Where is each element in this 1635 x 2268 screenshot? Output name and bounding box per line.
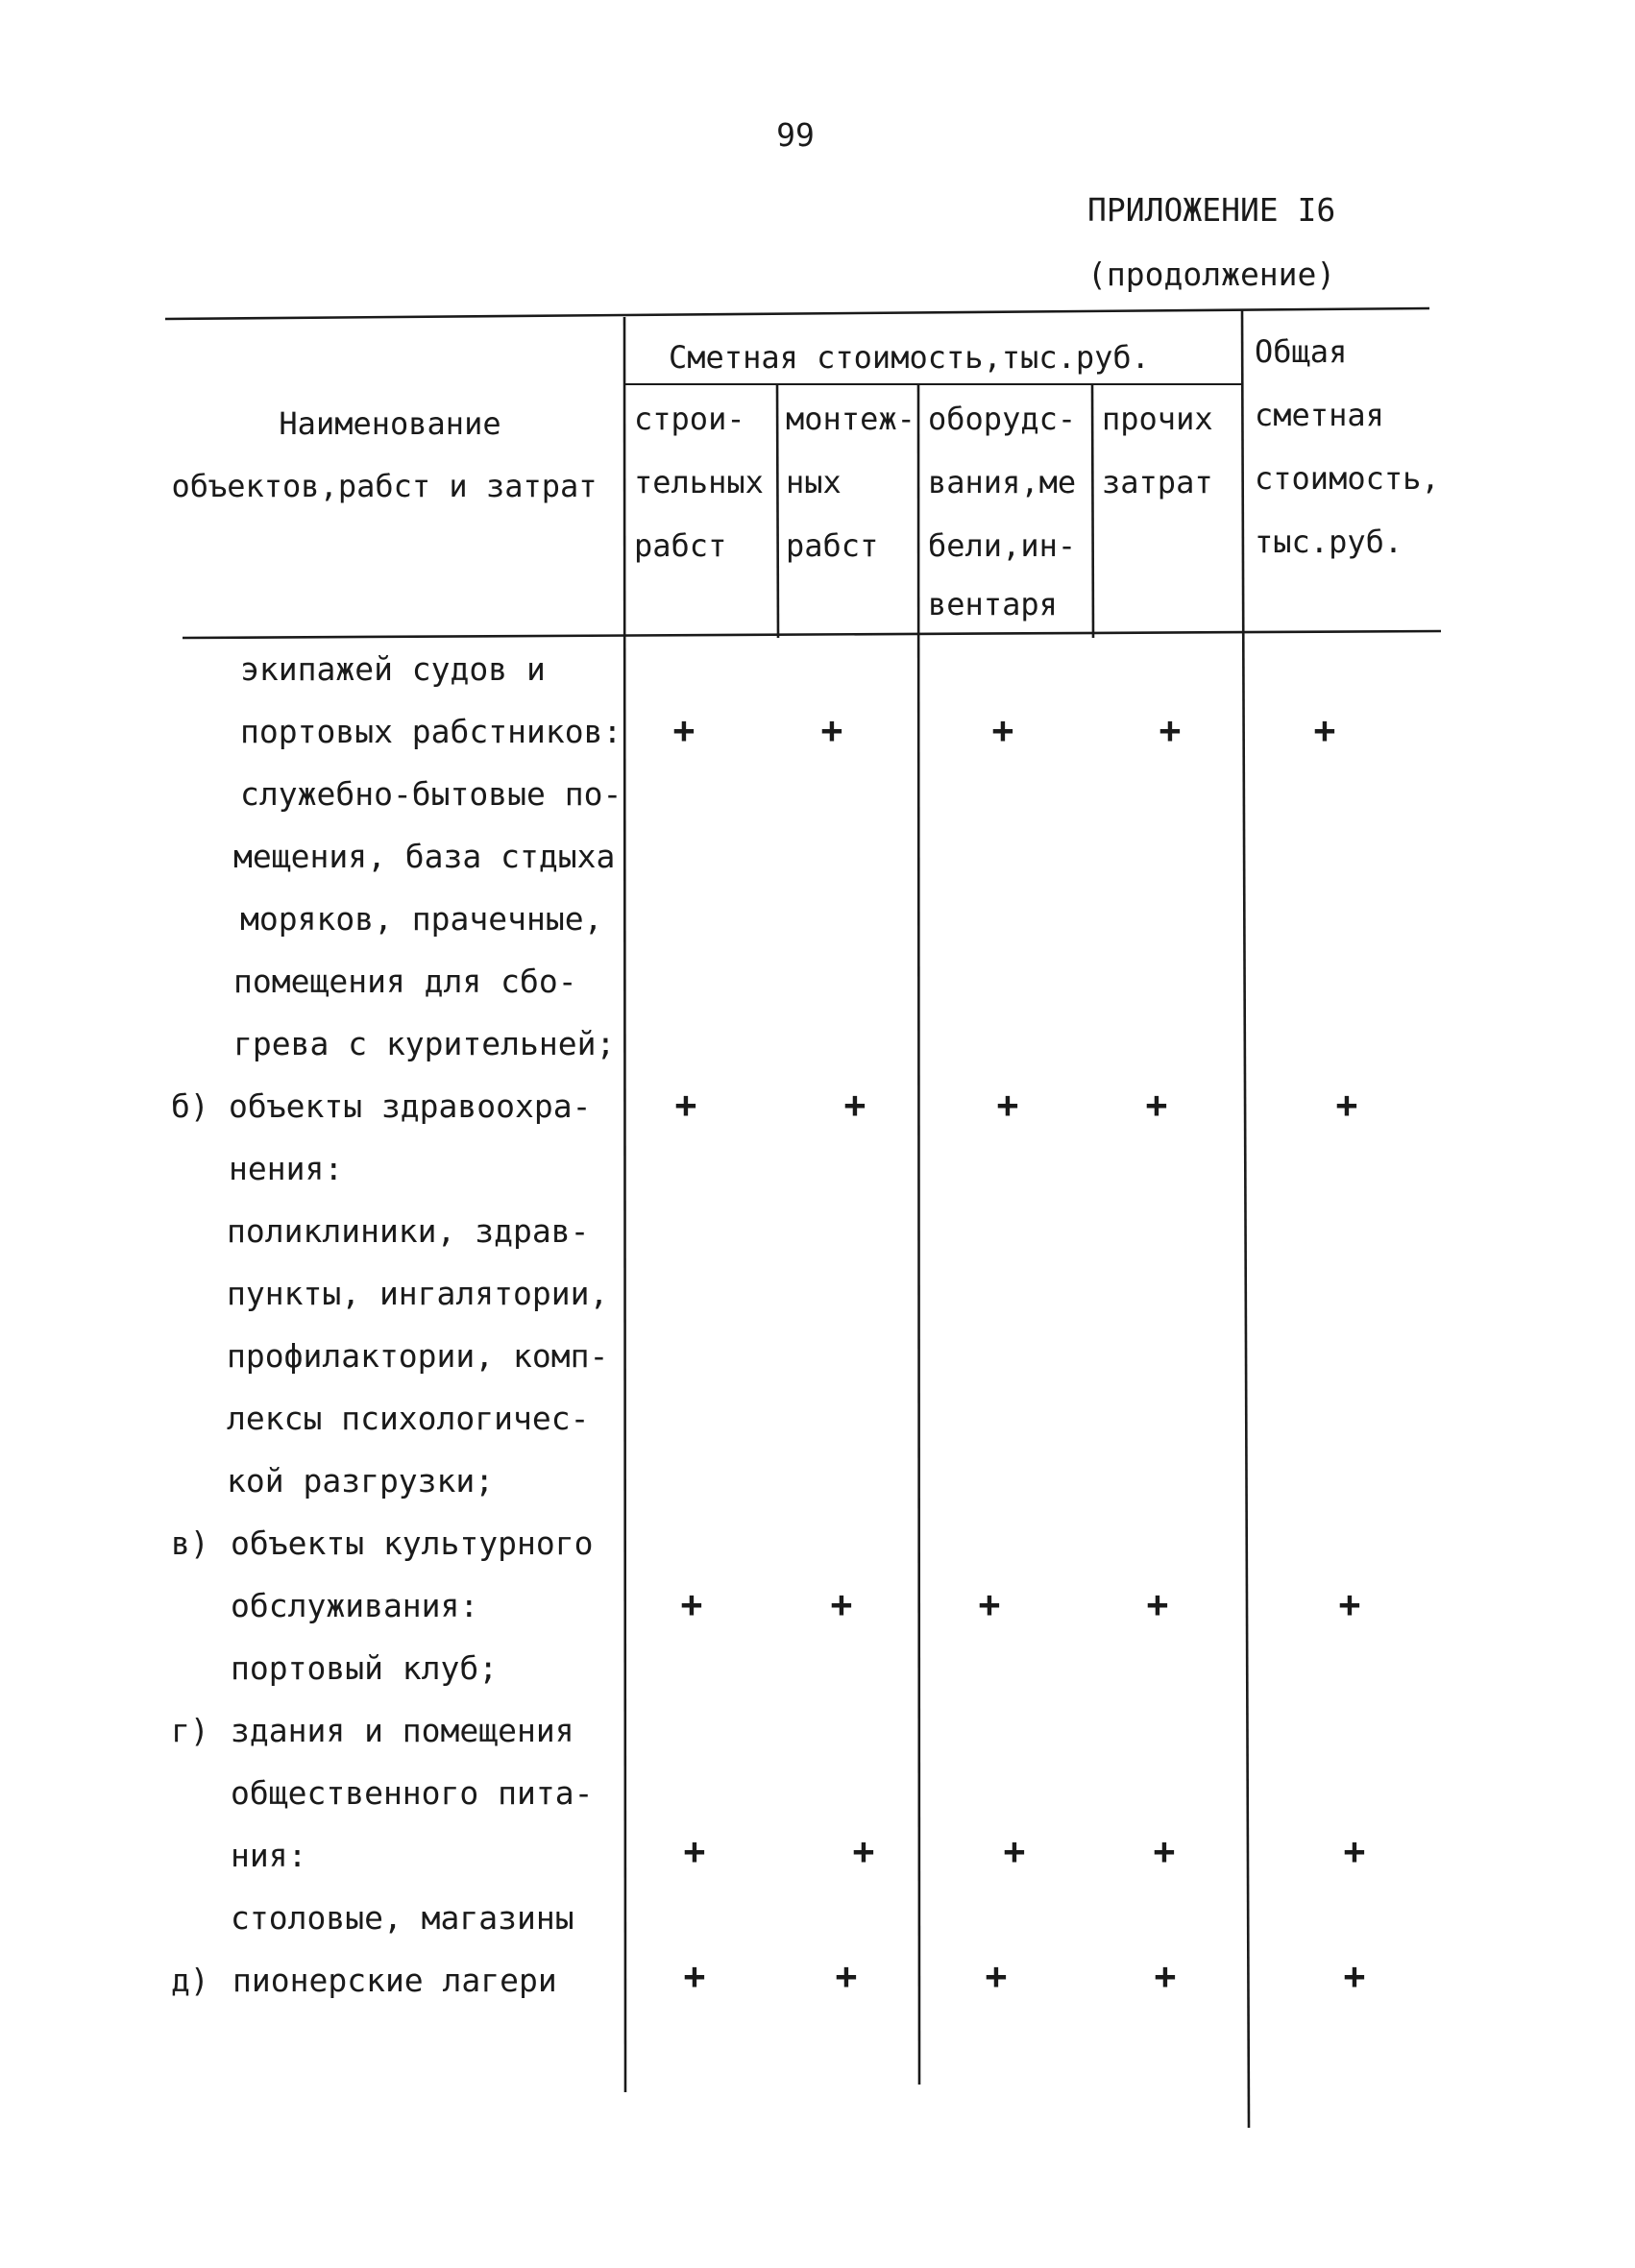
table-row: [171, 1084, 1357, 1500]
cell-mark: +: [996, 1084, 1019, 1126]
row-text-line: поликлиники, здрав-: [227, 1212, 590, 1250]
header-col-total: [1255, 333, 1440, 560]
cell-mark: +: [991, 709, 1014, 751]
header-col-line: прочих: [1102, 401, 1213, 437]
cell-mark: +: [835, 1955, 858, 1997]
row-marker: г): [171, 1712, 209, 1749]
cell-mark: +: [680, 1583, 703, 1625]
cell-mark: +: [1146, 1583, 1169, 1625]
header-col-construction: [634, 401, 764, 564]
cell-mark: +: [1343, 1955, 1366, 1997]
row-text-line: портовый клуб;: [231, 1649, 499, 1687]
header-col-equipment: [928, 401, 1076, 622]
row-text-line: грева с курительней;: [233, 1025, 616, 1062]
cell-mark: +: [1343, 1830, 1366, 1872]
header-bottom-rule: [183, 631, 1441, 638]
row-marker: б): [171, 1087, 209, 1125]
table-row: [233, 650, 1335, 1062]
column-divider-2: [777, 384, 778, 638]
header-col-line: монтеж-: [786, 401, 915, 437]
row-text-line: пионерские лагери: [232, 1962, 557, 1999]
table-row: [171, 1955, 1365, 1999]
cell-mark: +: [843, 1084, 866, 1126]
header-col-line: Общая: [1255, 333, 1348, 370]
cell-mark: +: [1313, 709, 1336, 751]
row-text-line: объекты культурного: [231, 1524, 594, 1562]
table-row: [171, 1712, 1365, 1937]
appendix-title: ПРИЛОЖЕНИЕ I6: [1087, 191, 1336, 229]
column-divider-4: [1092, 384, 1093, 638]
column-divider-5: [1242, 309, 1249, 2128]
header-name-column: [171, 405, 597, 504]
row-text-line: профилактории, комп-: [227, 1337, 609, 1375]
row-text-line: нения:: [229, 1150, 344, 1187]
cell-mark: +: [1003, 1830, 1026, 1872]
header-col-line: тельных: [634, 464, 764, 500]
appendix-continuation: (продолжение): [1087, 256, 1336, 293]
cell-mark: +: [672, 709, 695, 751]
row-text-line: обслуживания:: [231, 1587, 479, 1624]
header-col-line: вания,ме: [928, 464, 1077, 500]
header-col-line: сметная: [1255, 397, 1384, 433]
row-marker: д): [171, 1962, 209, 1999]
header-col-line: ных: [786, 464, 842, 500]
header-name-line: Наименование: [279, 405, 501, 442]
cell-mark: +: [1335, 1084, 1358, 1126]
cell-mark: +: [674, 1084, 697, 1126]
column-divider-3: [918, 384, 919, 2085]
cell-mark: +: [985, 1955, 1008, 1997]
page-number: 99: [776, 116, 815, 154]
row-text-line: объекты здравоохра-: [229, 1087, 592, 1125]
table-top-rule: [165, 308, 1429, 319]
header-col-line: тыс.руб.: [1255, 524, 1403, 560]
header-col-line: рабст: [786, 527, 879, 564]
header-col-line: бели,ин-: [928, 527, 1077, 564]
table-row: [171, 1524, 1360, 1687]
row-text-line: служебно-бытовые по-: [240, 775, 622, 813]
cell-mark: +: [1145, 1084, 1168, 1126]
row-text-line: помещения для сбо-: [233, 963, 577, 1000]
header-col-line: строи-: [634, 401, 745, 437]
cell-mark: +: [830, 1583, 853, 1625]
row-text-line: мещения, база стдыха: [233, 838, 616, 875]
row-text-line: лексы психологичес-: [227, 1400, 590, 1437]
row-text-line: кой разгрузки;: [227, 1462, 495, 1500]
row-marker: в): [171, 1524, 209, 1562]
header-col-other: [1102, 401, 1213, 500]
row-text-line: ния:: [231, 1837, 307, 1874]
cell-mark: +: [1154, 1955, 1177, 1997]
header-col-installation: [786, 401, 915, 564]
row-text-line: общественного пита-: [231, 1774, 594, 1812]
cell-mark: +: [978, 1583, 1001, 1625]
row-text-line: экипажей судов и: [240, 650, 546, 688]
header-name-line: объектов,рабст и затрат: [171, 468, 598, 504]
row-text-line: столовые, магазины: [231, 1899, 574, 1937]
row-text-line: моряков, прачечные,: [240, 900, 603, 938]
cell-mark: +: [852, 1830, 875, 1872]
header-col-line: стоимость,: [1255, 460, 1440, 497]
cell-mark: +: [683, 1955, 706, 1997]
header-col-line: затрат: [1102, 464, 1213, 500]
header-col-line: вентаря: [928, 586, 1058, 622]
cell-mark: +: [820, 709, 843, 751]
row-text-line: портовых рабстников:: [240, 713, 622, 750]
header-col-line: оборудс-: [928, 401, 1077, 437]
cell-mark: +: [683, 1830, 706, 1872]
header-col-line: рабст: [634, 527, 727, 564]
cell-mark: +: [1159, 709, 1182, 751]
row-text-line: здания и помещения: [231, 1712, 574, 1749]
cell-mark: +: [1338, 1583, 1361, 1625]
column-divider-1: [624, 317, 625, 2092]
cell-mark: +: [1153, 1830, 1176, 1872]
row-text-line: пункты, ингалятории,: [227, 1275, 609, 1312]
header-group-label: Сметная стоимость,тыс.руб.: [669, 339, 1150, 376]
